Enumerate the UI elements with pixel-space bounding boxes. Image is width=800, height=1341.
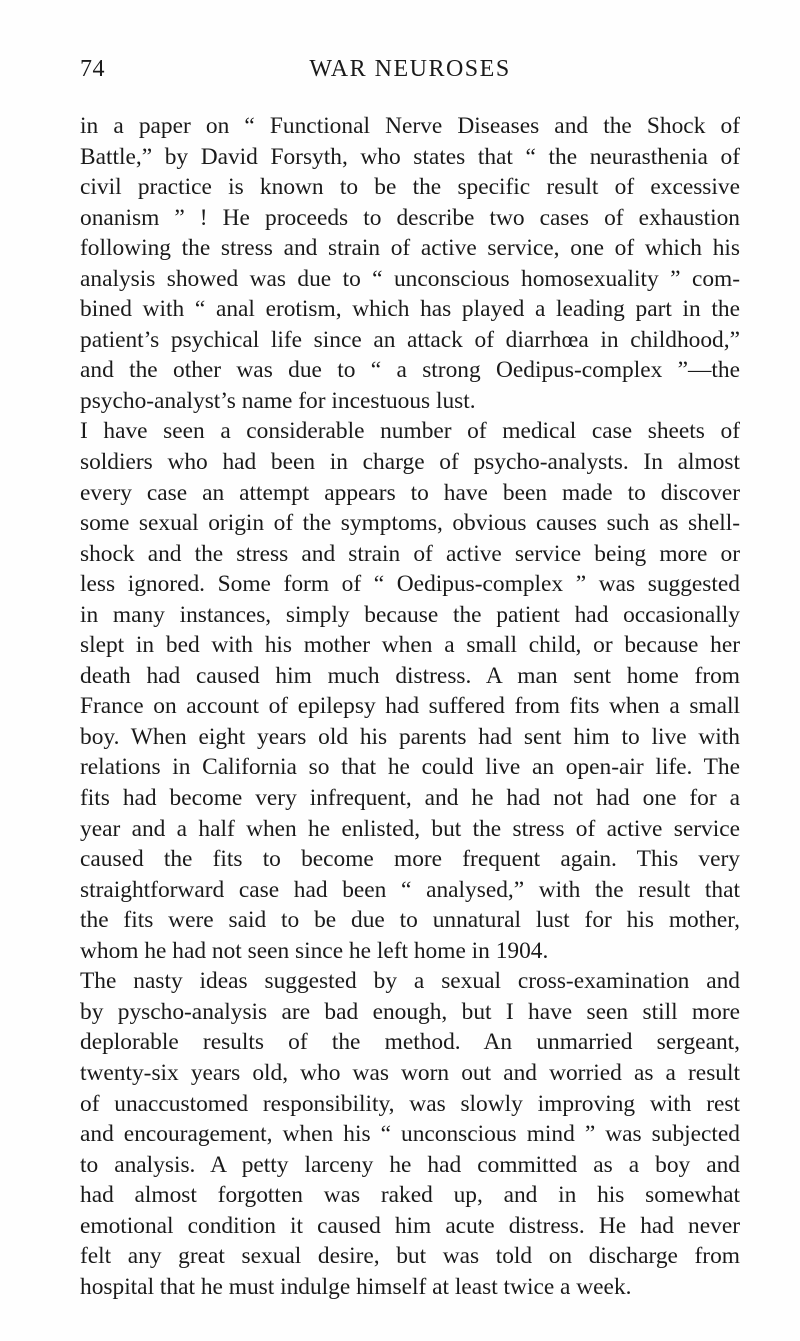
text-line: had almost forgotten was raked up, and in his somewhat [80, 1182, 740, 1209]
text-line: by pyscho-analysis are bad enough, but I have seen still more [80, 998, 740, 1025]
text-line: in many instances, simply because the patient had occasionally [80, 601, 740, 628]
running-head: WAR NEUROSES [309, 56, 511, 82]
text-line: to analysis. A petty larceny he had committed as a boy and [80, 1151, 740, 1178]
text-line: I have seen a considerable number of medical case sheets of [80, 418, 740, 445]
text-line: twenty-six years old, who was worn out and worried as a result [80, 1059, 740, 1086]
page-number: 74 [80, 56, 105, 82]
text-line: death had caused him much distress. A man sent home from [80, 662, 740, 689]
text-line: The nasty ideas suggested by a sexual cross-examination and [80, 968, 740, 995]
text-line: boy. When eight years old his parents had sent him to live with [80, 723, 740, 750]
text-line: soldiers who had been in charge of psycho-analysts. In almost [80, 449, 740, 476]
text-line: psycho-analyst’s name for incestuous lust. [80, 387, 476, 414]
body-text [80, 111, 740, 1302]
text-line: emotional condition it caused him acute distress. He had never [80, 1212, 740, 1239]
text-line: slept in bed with his mother when a small child, or because her [80, 632, 740, 659]
text-line: of unaccustomed responsibility, was slowly improving with rest [80, 1090, 740, 1117]
text-line: felt any great sexual desire, but was told on discharge from [80, 1243, 740, 1270]
text-line: year and a half when he enlisted, but the stress of active service [80, 815, 740, 842]
text-line: following the stress and strain of active service, one of which his [80, 235, 740, 262]
text-line: caused the fits to become more frequent again. This very [80, 846, 740, 873]
text-line: fits had become very infrequent, and he had not had one for a [80, 785, 740, 812]
text-line: the fits were said to be due to unnatural lust for his mother, [80, 907, 740, 934]
text-line: patient’s psychical life since an attack of diarrhœa in childhood,” [80, 326, 740, 353]
text-line: some sexual origin of the symptoms, obvious causes such as shell- [80, 510, 740, 537]
text-line: civil practice is known to be the specific result of excessive [80, 174, 740, 201]
text-line: and the other was due to “ a strong Oedipus-complex ”—the [80, 357, 740, 384]
text-line: France on account of epilepsy had suffered from fits when a small [80, 693, 740, 720]
text-line: deplorable results of the method. An unmarried sergeant, [80, 1029, 740, 1056]
text-line: in a paper on “ Functional Nerve Diseases and the Shock of [80, 113, 740, 139]
text-line: straightforward case had been “ analysed,” with the result that [80, 876, 740, 903]
text-line: analysis showed was due to “ unconscious homosexuality ” com- [80, 265, 740, 292]
text-line: bined with “ anal erotism, which has played a leading part in the [80, 296, 740, 323]
text-line: relations in California so that he could live an open-air life. The [80, 754, 740, 781]
text-line: whom he had not seen since he left home in 1904. [80, 937, 549, 964]
text-line: hospital that he must indulge himself at least twice a week. [80, 1273, 632, 1300]
text-line: shock and the stress and strain of active service being more or [80, 540, 740, 567]
page-header [80, 56, 740, 92]
text-line: and encouragement, when his “ unconscious mind ” was subjected [80, 1121, 740, 1148]
text-line: Battle,” by David Forsyth, who states that “ the neurasthenia of [80, 143, 740, 170]
text-line: every case an attempt appears to have been made to discover [80, 479, 740, 506]
text-line: onanism ” ! He proceeds to describe two cases of exhaustion [80, 204, 740, 231]
text-line: less ignored. Some form of “ Oedipus-complex ” was suggested [80, 571, 740, 598]
